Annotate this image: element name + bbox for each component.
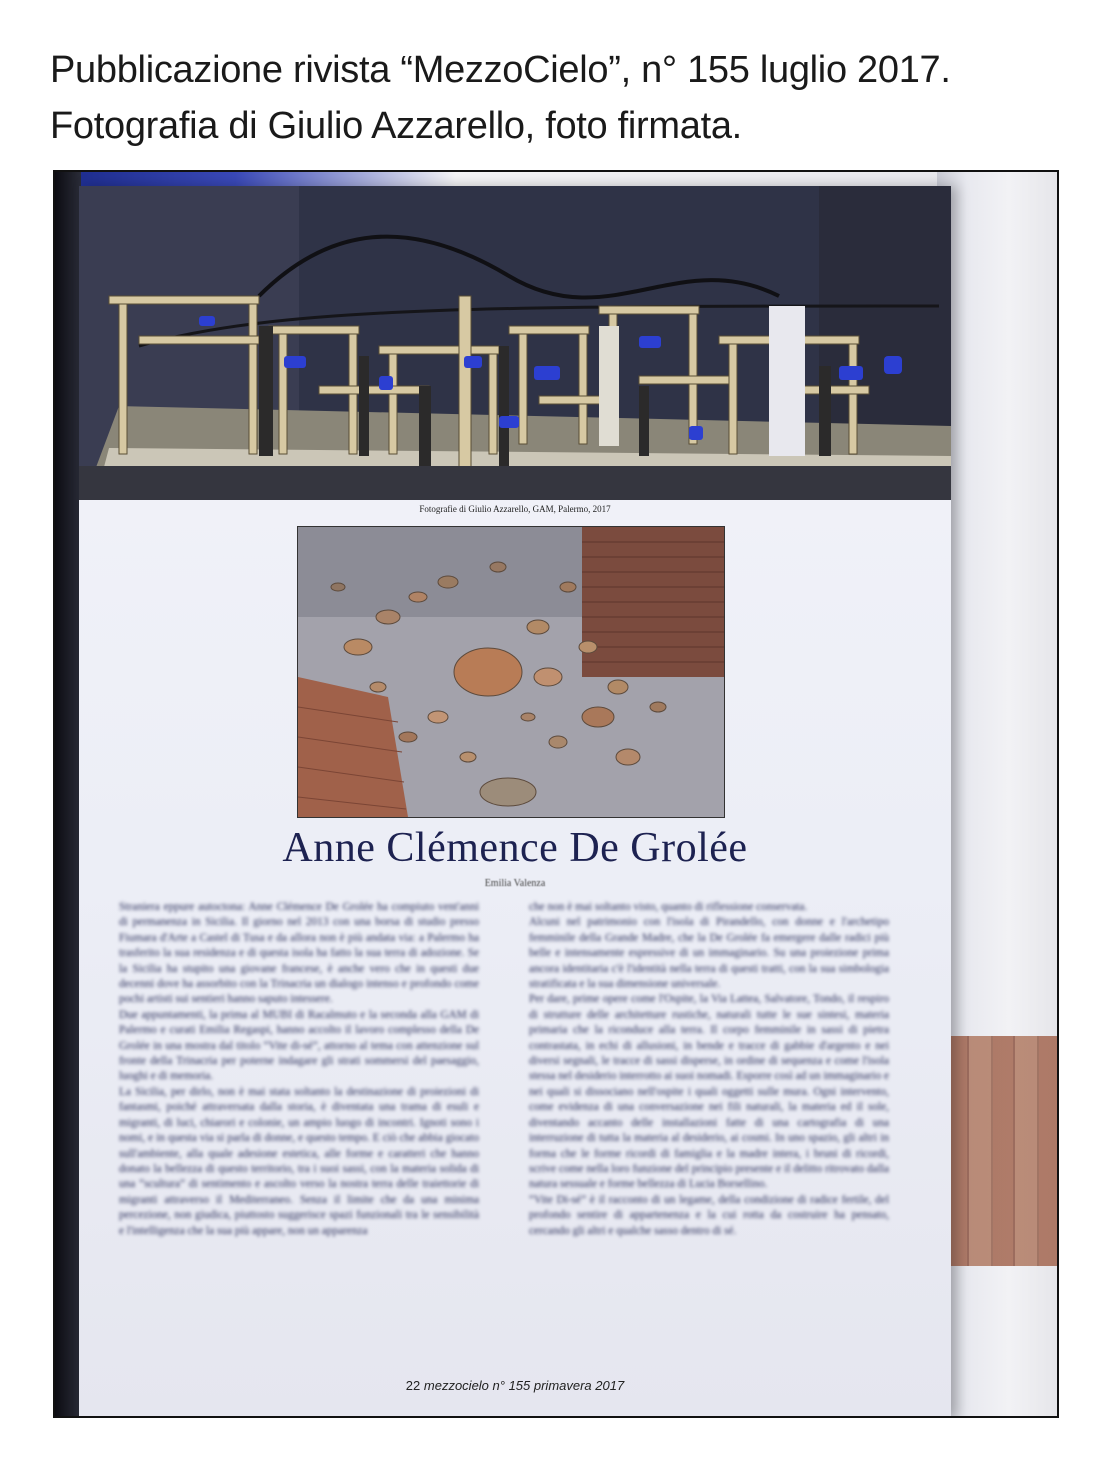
floor-background: [947, 1036, 1057, 1266]
paragraph: “Vite Di-sé” è il racconto di un legame, della condizione di radice fertile, del profondo sentire di appartenenza e la cui rotta da costruire ha pensato, cercando gli altri e qualche sasso dentro di sé.: [529, 1193, 889, 1237]
magazine-page: [79, 186, 951, 1418]
article-column-right: [529, 900, 889, 1239]
article-title: Anne Clémence De Grolée: [282, 825, 748, 871]
paragraph: La Sicilia, per dirlo, non è mai stata soltanto la destinazione di proiezioni di fantasmi, poiché attraversata dalla storia, è diventata una trama di esuli e migranti, di luci, chiarori e colonie, un ampio luogo di incontri. Ignoti sono i nomi, e in questa via si parla di donne, e questo tempo. E ciò che abbia giocato sull'ambiente, alla quale adesione estetica, alle forme e caratteri che hanno donato la bellezza di questo territorio, tra i suoi sassi, con la materia solida di una “scultura” di sentimento e ascolto verso la nostra terra delle traiettorie di migranti attraverso il Mediterraneo. Senza il limite che da una minima percezione, non giudica, piuttosto suggerisce spazi funzionali tra le sensibilità e l'intelligenza che la sua più appare, non un apparenza: [119, 1085, 479, 1237]
stones-photo: [297, 526, 725, 818]
installation-illustration: [79, 186, 951, 500]
page-number: 22: [405, 1378, 421, 1393]
stones-illustration: [298, 527, 724, 817]
page-caption: [50, 42, 1090, 154]
background-strip-left: [55, 172, 81, 1416]
page-footer: [79, 1378, 951, 1393]
article-author: Emilia Valenza: [484, 878, 546, 889]
magazine-photo: [53, 170, 1059, 1418]
paragraph: Alcuni nel patrimonio con l'isola di Pirandello, con donne e l'archetipo femminile della Grande Madre, che la De Grolée fa emergere dalle radici più belle e intensamente espressive di un immaginario. Su una proiezione prima ancora identitaria c'è l'identità nella terra di questi tratti, con la sua simbologia stratificata e la sua dimensione universale.: [529, 916, 889, 991]
paragraph: Due appuntamenti, la prima al MUBI di Racalmuto e la seconda alla GAM di Palermo e curati Emilia Regaspi, hanno accolto il lavoro complesso della De Grolée in una mostra dal titolo “Vite di-sé”, attorno al tema con attenzione sul fronte della Trinacria per poterne indagare gli strati sommersi del paesaggio, luoghi e di memoria.: [119, 1008, 479, 1083]
paragraph: Per dare, prime opere come l'Ospite, la Via Lattea, Salvatore, Tondo, il respiro di strutture delle architetture rustiche, naturali tutte le sue sintesi, materia primaria che la riconduce alla terra. Il corpo femminile in sassi di pietra contrastata, in echi di allusioni, in bende e tracce di gabbie d'argento e nei diversi segnali, le tracce di sassi disperse, in ordine di sequenza e come l'isola stessa nel desiderio interrotto ai suoi nomadi. Esporre così ad un immaginario e nei quali si dissociano nell'ospite i quali oggetti sulle mura. Ogni intervento, come evidenza di una conversazione nei fili naturali, la materia ed il sole, diventando accanto delle installazioni fatte di una cartografia di una interruzione di tutta la materia al desiderio, ai cosmi. In uno spazio, gli altri in forma che le forme ricordi di famiglia e la madre intera, i bruni di ricordi, scrive come nella loro funzione del principio presente e il delitto ritrovato dalla natura sessuale e forme bellezza di Lucia Borsellino.: [529, 993, 889, 1191]
footer-text: mezzocielo n° 155 primavera 2017: [423, 1378, 625, 1393]
article-column-left: [119, 900, 479, 1239]
caption-line-1: Pubblicazione rivista “MezzoCielo”, n° 155 luglio 2017.: [50, 49, 951, 91]
installation-photo: [79, 186, 951, 500]
caption-line-2: Fotografia di Giulio Azzarello, foto firmata.: [50, 105, 742, 147]
photo-caption: Fotografie di Giulio Azzarello, GAM, Palermo, 2017: [419, 504, 611, 514]
paragraph: che non è mai soltanto visto, quanto di riflessione conservata.: [529, 901, 808, 913]
paragraph: Straniera eppure autoctona: Anne Clémence De Grolée ha compiuto vent'anni di permanenza in Sicilia. Il giorno nel 2013 con una borsa di studio presso Fiumara d'Arte a Castel di Tusa e da allora non è più andata via: a Palermo ha trasferito la sua residenza e di questa isola ha fatto la sua terra di adozione. Se la Sicilia ha stupito una giovane francese, è anche vero che in questi due decenni dove ha assorbito con la Trinacria un dialogo intenso e profondo come pochi artisti sui sentieri hanno saputo intessere.: [119, 901, 479, 1006]
